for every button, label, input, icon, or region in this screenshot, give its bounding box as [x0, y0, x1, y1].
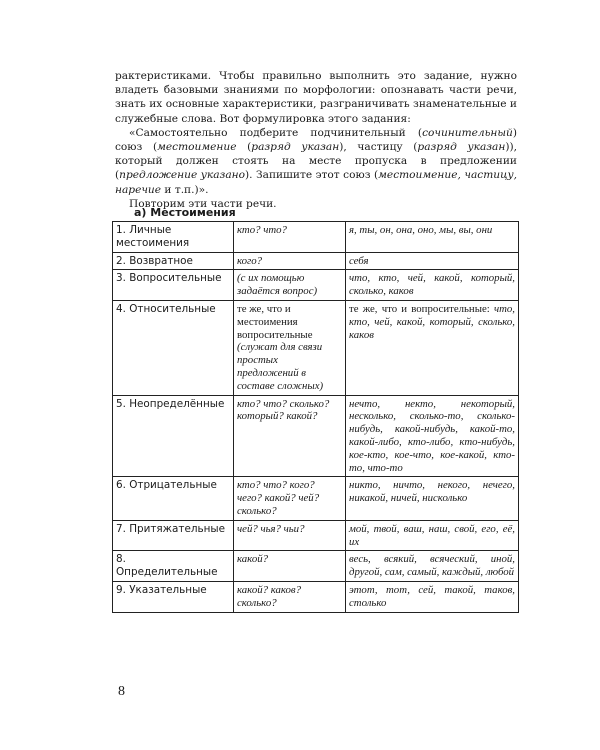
table-row — [113, 581, 519, 612]
category-cell: 1. Личные местоимения — [113, 222, 234, 253]
category-cell: 4. Относительные — [113, 300, 234, 395]
examples-cell: что, кто, чей, какой, который, сколько, каков — [346, 270, 519, 301]
task-quote: «Самостоятельно подберите подчинительный (сочинительный) союз (местоимение (разряд указан), частицу (разряд указан)), который должен стоять на месте пропуска в предложении (предложение указано). Запишите этот союз (местоимение, частицу, наречие и т.п.)». — [115, 126, 517, 196]
table-row — [113, 551, 519, 582]
question-cell: какой? — [234, 551, 346, 582]
table-row — [113, 222, 519, 253]
question-cell: кто? что? сколько? который? какой? — [234, 395, 346, 477]
review-sentence: Повторим эти части речи. — [129, 197, 277, 210]
table-row — [113, 395, 519, 477]
examples-cell: никто, ничто, некого, нечего, никакой, ничей, нисколько — [346, 477, 519, 520]
pronoun-table — [112, 221, 519, 613]
question-plain: те же, что и местоимения вопросительные — [237, 302, 313, 341]
category-cell: 7. Притяжательные — [113, 520, 234, 551]
page-number: 8 — [118, 684, 125, 699]
table-row — [113, 270, 519, 301]
section-title: а) Местоимения — [134, 206, 236, 219]
examples-cell: мой, твой, ваш, наш, свой, его, её, их — [346, 520, 519, 551]
table-row — [113, 252, 519, 270]
examples-italic: что, кто, чей, какой, который, сколько, каков — [349, 302, 515, 341]
question-cell: кто? что? кого? чего? какой? чей? сколько? — [234, 477, 346, 520]
question-cell — [234, 300, 346, 395]
examples-cell — [346, 300, 519, 395]
category-cell: 8. Определительные — [113, 551, 234, 582]
intro-paragraph: рактеристиками. Чтобы правильно выполнить это задание, нужно владеть базовыми знаниями по морфологии: опознавать части речи, знать их основные характеристики, разграничивать знаменательные и служебные слова. Вот формулировка этого задания: — [115, 70, 517, 125]
examples-cell: себя — [346, 252, 519, 270]
examples-cell: весь, всякий, всяческий, иной, другой, сам, самый, каждый, любой — [346, 551, 519, 582]
question-cell: чей? чья? чьи? — [234, 520, 346, 551]
category-cell: 3. Вопросительные — [113, 270, 234, 301]
examples-cell: этот, тот, сей, такой, таков, столько — [346, 581, 519, 612]
category-cell: 6. Отрицательные — [113, 477, 234, 520]
question-cell: кого? — [234, 252, 346, 270]
question-italic: (служат для связи простых предложений в составе сложных) — [237, 341, 324, 392]
question-cell: какой? каков? сколько? — [234, 581, 346, 612]
category-cell: 2. Возвратное — [113, 252, 234, 270]
table-row — [113, 477, 519, 520]
question-cell: (с их помощью задаётся вопрос) — [234, 270, 346, 301]
examples-cell: я, ты, он, она, оно, мы, вы, они — [346, 222, 519, 253]
intro-text — [115, 69, 517, 211]
question-cell: кто? что? — [234, 222, 346, 253]
category-cell: 9. Указательные — [113, 581, 234, 612]
table-row — [113, 300, 519, 395]
table-row — [113, 520, 519, 551]
examples-cell: нечто, некто, некоторый, несколько, сколько-то, сколько-нибудь, какой-нибудь, какой-то, какой-либо, кто-либо, кто-нибудь, кое-кто, кое-что, кое-какой, кто-то, что-то — [346, 395, 519, 477]
examples-plain: те же, что и вопросительные: — [349, 302, 490, 315]
category-cell: 5. Неопределённые — [113, 395, 234, 477]
